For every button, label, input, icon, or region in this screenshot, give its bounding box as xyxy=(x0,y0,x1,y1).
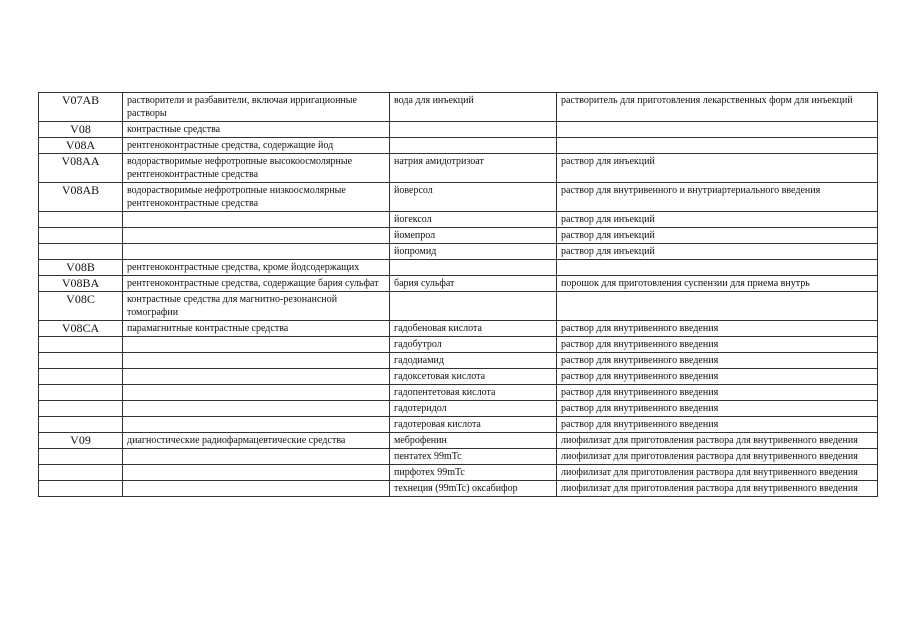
atc-code-cell xyxy=(39,481,123,497)
drug-name-cell: йопромид xyxy=(390,244,557,260)
dosage-form-cell: растворитель для приготовления лекарственных форм для инъекций xyxy=(557,93,878,122)
drug-name-cell: йогексол xyxy=(390,212,557,228)
group-name-cell: контрастные средства xyxy=(123,122,390,138)
drug-name-cell: гадотеровая кислота xyxy=(390,417,557,433)
drug-name-cell xyxy=(390,122,557,138)
table-row xyxy=(39,321,878,337)
drug-name-cell: пентатех 99mTc xyxy=(390,449,557,465)
drug-name-cell: гадобеновая кислота xyxy=(390,321,557,337)
atc-code-cell: V08CA xyxy=(39,321,123,337)
atc-code-cell xyxy=(39,465,123,481)
table-body xyxy=(39,93,878,497)
table-row xyxy=(39,433,878,449)
group-name-cell: рентгеноконтрастные средства, содержащие бария сульфат xyxy=(123,276,390,292)
atc-code-cell: V08BA xyxy=(39,276,123,292)
drug-name-cell: гадодиамид xyxy=(390,353,557,369)
dosage-form-cell: раствор для внутривенного введения xyxy=(557,321,878,337)
dosage-form-cell xyxy=(557,138,878,154)
group-name-cell xyxy=(123,212,390,228)
group-name-cell xyxy=(123,465,390,481)
group-name-cell xyxy=(123,449,390,465)
dosage-form-cell xyxy=(557,292,878,321)
atc-code-cell: V08AA xyxy=(39,154,123,183)
drug-name-cell: технеция (99mTc) оксабифор xyxy=(390,481,557,497)
drug-name-cell: гадоксетовая кислота xyxy=(390,369,557,385)
dosage-form-cell: раствор для внутривенного введения xyxy=(557,337,878,353)
group-name-cell xyxy=(123,353,390,369)
group-name-cell xyxy=(123,417,390,433)
group-name-cell xyxy=(123,244,390,260)
table-row xyxy=(39,449,878,465)
drug-name-cell: гадобутрол xyxy=(390,337,557,353)
dosage-form-cell: раствор для инъекций xyxy=(557,212,878,228)
table-row xyxy=(39,417,878,433)
atc-code-cell xyxy=(39,417,123,433)
drug-name-cell: гадопентетовая кислота xyxy=(390,385,557,401)
table-row xyxy=(39,465,878,481)
atc-code-cell: V08 xyxy=(39,122,123,138)
table-row xyxy=(39,401,878,417)
table-row xyxy=(39,260,878,276)
dosage-form-cell: лиофилизат для приготовления раствора для внутривенного введения xyxy=(557,465,878,481)
table-row xyxy=(39,481,878,497)
dosage-form-cell: раствор для внутривенного введения xyxy=(557,369,878,385)
atc-code-cell xyxy=(39,401,123,417)
atc-code-cell xyxy=(39,369,123,385)
dosage-form-cell: раствор для инъекций xyxy=(557,244,878,260)
group-name-cell: водорастворимые нефротропные высокоосмолярные рентгеноконтрастные средства xyxy=(123,154,390,183)
atc-code-cell xyxy=(39,244,123,260)
dosage-form-cell xyxy=(557,122,878,138)
group-name-cell xyxy=(123,369,390,385)
table-row xyxy=(39,212,878,228)
table-row xyxy=(39,138,878,154)
dosage-form-cell: раствор для инъекций xyxy=(557,228,878,244)
dosage-form-cell: раствор для инъекций xyxy=(557,154,878,183)
atc-code-cell xyxy=(39,228,123,244)
table-row xyxy=(39,337,878,353)
drug-name-cell xyxy=(390,138,557,154)
atc-code-cell xyxy=(39,449,123,465)
atc-code-cell xyxy=(39,212,123,228)
group-name-cell: контрастные средства для магнитно-резонансной томографии xyxy=(123,292,390,321)
dosage-form-cell: лиофилизат для приготовления раствора для внутривенного введения xyxy=(557,433,878,449)
table-row xyxy=(39,154,878,183)
group-name-cell: рентгеноконтрастные средства, содержащие йод xyxy=(123,138,390,154)
table-row xyxy=(39,228,878,244)
atc-code-cell xyxy=(39,385,123,401)
dosage-form-cell: порошок для приготовления суспензии для приема внутрь xyxy=(557,276,878,292)
group-name-cell: рентгеноконтрастные средства, кроме йодсодержащих xyxy=(123,260,390,276)
atc-code-cell: V09 xyxy=(39,433,123,449)
atc-code-cell: V08C xyxy=(39,292,123,321)
table-row xyxy=(39,385,878,401)
drug-name-cell: бария сульфат xyxy=(390,276,557,292)
group-name-cell: парамагнитные контрастные средства xyxy=(123,321,390,337)
dosage-form-cell: лиофилизат для приготовления раствора для внутривенного введения xyxy=(557,481,878,497)
table-row xyxy=(39,353,878,369)
dosage-form-cell: раствор для внутривенного введения xyxy=(557,417,878,433)
atc-code-cell: V08AB xyxy=(39,183,123,212)
dosage-form-cell: раствор для внутривенного введения xyxy=(557,401,878,417)
group-name-cell: растворители и разбавители, включая ирригационные растворы xyxy=(123,93,390,122)
table-row xyxy=(39,276,878,292)
dosage-form-cell: раствор для внутривенного введения xyxy=(557,385,878,401)
dosage-form-cell: раствор для внутривенного введения xyxy=(557,353,878,369)
atc-code-cell: V07AB xyxy=(39,93,123,122)
atc-code-cell xyxy=(39,337,123,353)
group-name-cell xyxy=(123,401,390,417)
drug-name-cell: натрия амидотризоат xyxy=(390,154,557,183)
drug-name-cell xyxy=(390,292,557,321)
drug-name-cell xyxy=(390,260,557,276)
table-row xyxy=(39,292,878,321)
atc-code-cell xyxy=(39,353,123,369)
table-row xyxy=(39,244,878,260)
drug-name-cell: йомепрол xyxy=(390,228,557,244)
dosage-form-cell xyxy=(557,260,878,276)
table-row xyxy=(39,183,878,212)
atc-drug-table xyxy=(38,92,878,497)
atc-code-cell: V08A xyxy=(39,138,123,154)
group-name-cell xyxy=(123,228,390,244)
dosage-form-cell: лиофилизат для приготовления раствора для внутривенного введения xyxy=(557,449,878,465)
drug-name-cell: гадотеридол xyxy=(390,401,557,417)
group-name-cell xyxy=(123,385,390,401)
group-name-cell: водорастворимые нефротропные низкоосмолярные рентгеноконтрастные средства xyxy=(123,183,390,212)
drug-name-cell: йоверсол xyxy=(390,183,557,212)
group-name-cell: диагностические радиофармацевтические средства xyxy=(123,433,390,449)
drug-name-cell: меброфенин xyxy=(390,433,557,449)
group-name-cell xyxy=(123,481,390,497)
group-name-cell xyxy=(123,337,390,353)
table-row xyxy=(39,369,878,385)
table-row xyxy=(39,122,878,138)
drug-name-cell: пирфотех 99mTc xyxy=(390,465,557,481)
table-row xyxy=(39,93,878,122)
atc-code-cell: V08B xyxy=(39,260,123,276)
dosage-form-cell: раствор для внутривенного и внутриартериального введения xyxy=(557,183,878,212)
drug-name-cell: вода для инъекций xyxy=(390,93,557,122)
